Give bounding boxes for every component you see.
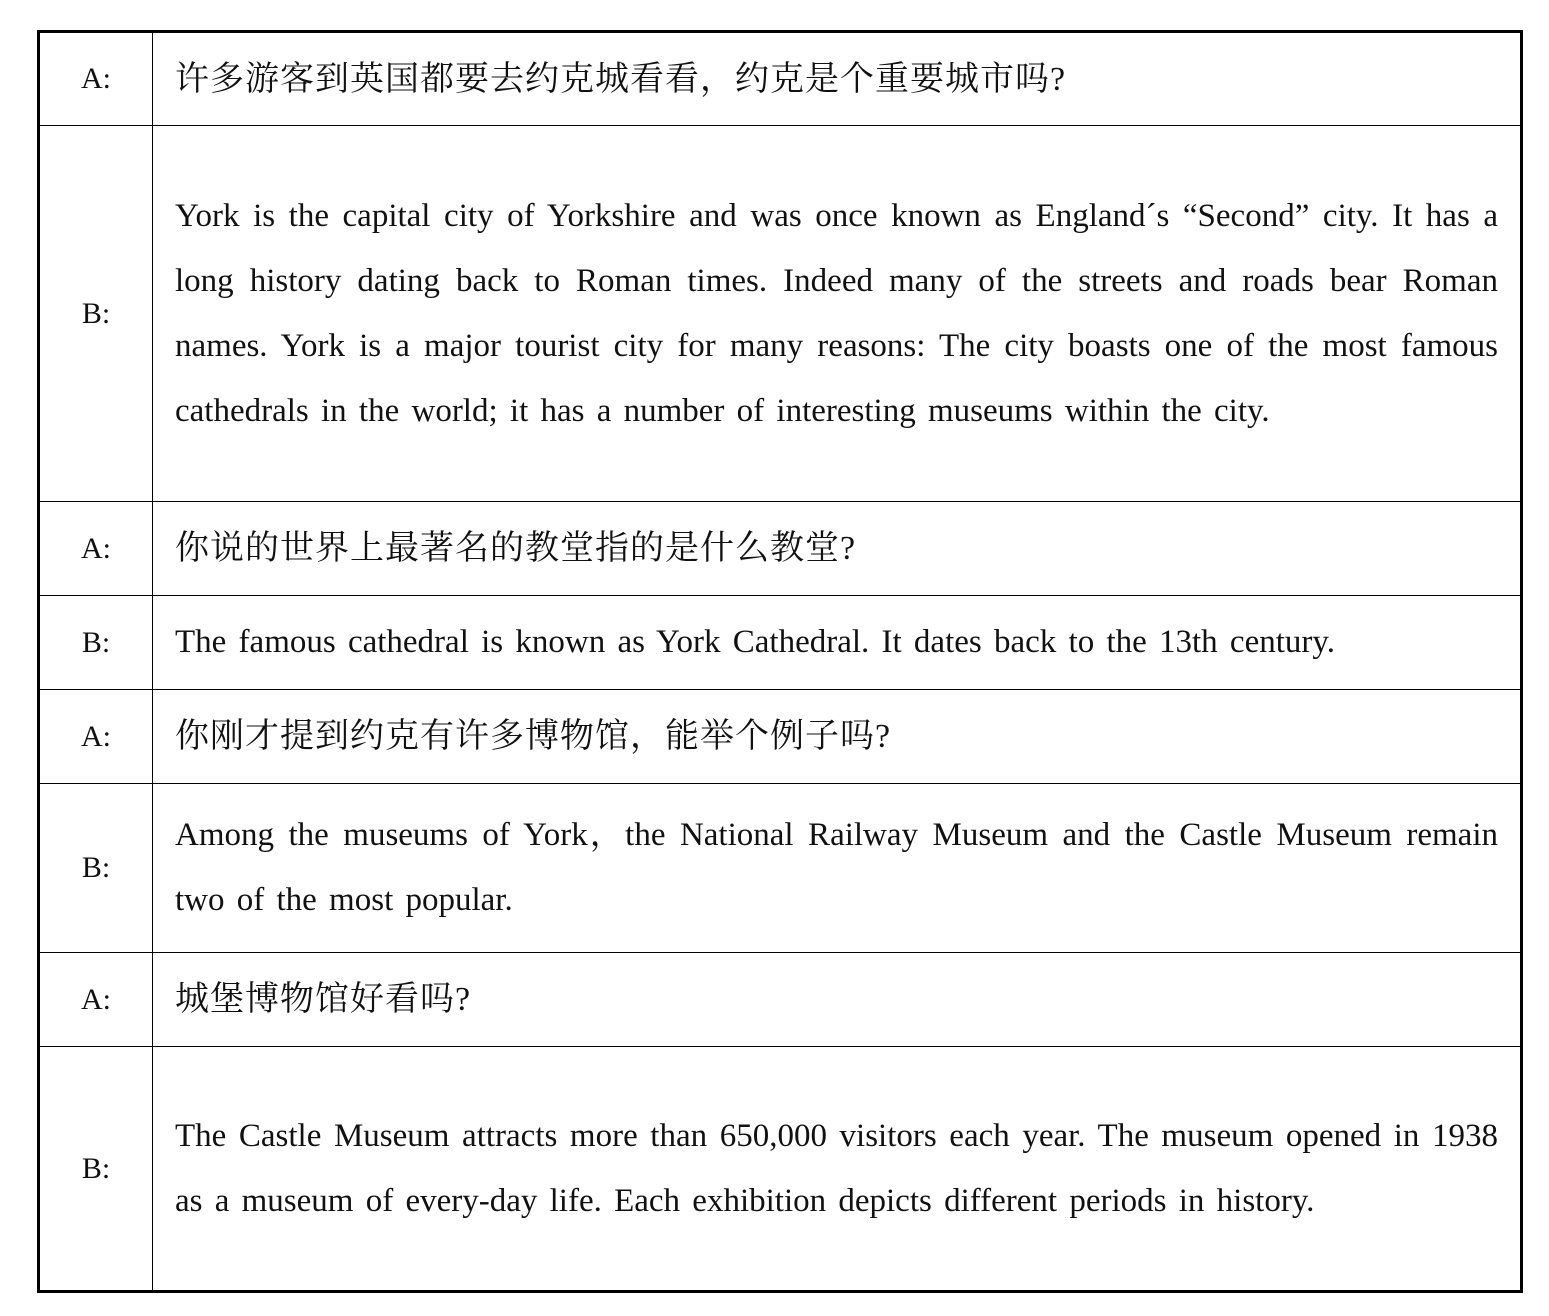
dialogue-text: Among the museums of York，the National Railway Museum and the Castle Museum remain two of the most popular. (153, 784, 1522, 953)
dialogue-text: 城堡博物馆好看吗? (153, 953, 1522, 1047)
speaker-label: A: (39, 690, 153, 784)
speaker-label: B: (39, 596, 153, 690)
dialogue-row (39, 596, 1522, 690)
dialogue-row (39, 953, 1522, 1047)
dialogue-row (39, 690, 1522, 784)
speaker-label: A: (39, 32, 153, 126)
dialogue-text: 许多游客到英国都要去约克城看看，约克是个重要城市吗? (153, 32, 1522, 126)
speaker-label: B: (39, 126, 153, 502)
dialogue-text: 你说的世界上最著名的教堂指的是什么教堂? (153, 502, 1522, 596)
speaker-label: B: (39, 784, 153, 953)
dialogue-text: The Castle Museum attracts more than 650,000 visitors each year. The museum opened in 1938 as a museum of every-day life. Each exhibition depicts different periods in history. (153, 1047, 1522, 1292)
dialogue-text: The famous cathedral is known as York Cathedral. It dates back to the 13th century. (153, 596, 1522, 690)
dialogue-row (39, 502, 1522, 596)
dialogue-row (39, 1047, 1522, 1292)
dialogue-text: 你刚才提到约克有许多博物馆，能举个例子吗? (153, 690, 1522, 784)
dialogue-row (39, 32, 1522, 126)
dialogue-text: York is the capital city of Yorkshire and was once known as England´s “Second” city. It has a long history dating back to Roman times. Indeed many of the streets and roads bear Roman names. York is a major tourist city for many reasons: The city boasts one of the most famous cathedrals in the world; it has a number of interesting museums within the city. (153, 126, 1522, 502)
speaker-label: A: (39, 502, 153, 596)
speaker-label: B: (39, 1047, 153, 1292)
dialogue-table (37, 30, 1523, 1293)
dialogue-row (39, 126, 1522, 502)
speaker-label: A: (39, 953, 153, 1047)
dialogue-row (39, 784, 1522, 953)
